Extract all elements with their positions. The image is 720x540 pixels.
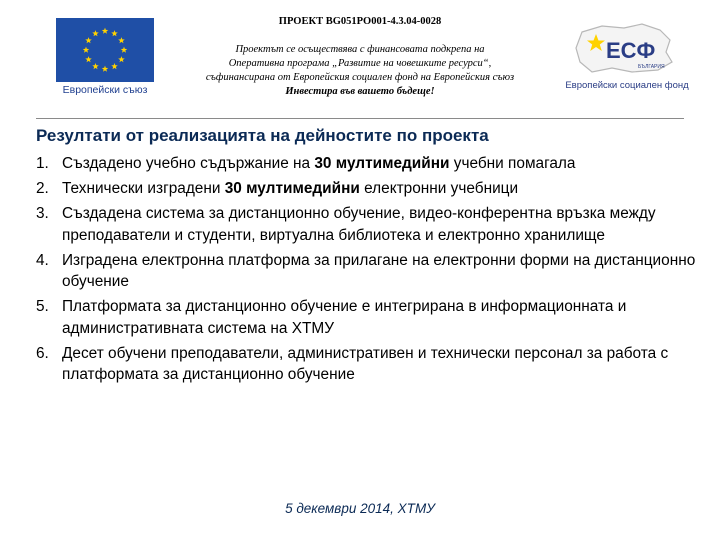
results-list — [36, 153, 712, 389]
item-number: 1. — [36, 155, 49, 172]
eu-logo-caption: Европейски съюз — [62, 84, 148, 96]
slide-header — [0, 0, 720, 120]
item-number: 4. — [36, 251, 49, 269]
list-item — [36, 296, 712, 339]
eu-star-icon — [83, 47, 89, 53]
item-number: 5. — [36, 298, 49, 315]
item-text: Създадено учебно съдържание на — [62, 155, 315, 172]
esf-logo-text: ЕСФ — [606, 38, 656, 63]
item-bold-text: 30 мултимедийни — [314, 155, 450, 172]
slogan: Инвестира във вашето бъдеще! — [285, 86, 435, 97]
esf-logo — [562, 18, 692, 102]
eu-star-icon — [85, 37, 91, 43]
funding-line: съфинансирана от Европейския социален фонд на Европейския съюз — [205, 72, 515, 83]
esf-logo-caption: Европейски социален фонд — [565, 80, 689, 91]
project-header-text — [170, 16, 550, 99]
eu-star-icon — [121, 47, 127, 53]
item-text: Създадена система за дистанционно обучение, видео-конферентна връзка между преподаватели и студенти, виртуална библиотека и електронно хранилище — [62, 205, 656, 244]
eu-star-icon — [92, 30, 98, 36]
list-item — [36, 178, 712, 200]
footer-date: 5 декември 2014, ХТМУ — [285, 501, 435, 516]
item-number: 2. — [36, 180, 49, 197]
list-item — [36, 203, 712, 246]
eu-star-icon — [118, 37, 124, 43]
eu-logo — [54, 18, 156, 102]
project-code: ПРОЕКТ BG051PO001-4.3.04-0028 — [278, 16, 442, 27]
esf-logo-subtext: БЪЛГАРИЯ — [638, 64, 665, 70]
item-bold-text: 30 мултимедийни — [224, 180, 360, 197]
funding-line: Оперативна програма „Развитие на човешките ресурси“, — [228, 58, 492, 69]
eu-star-icon — [85, 56, 91, 62]
list-item — [36, 343, 712, 386]
eu-star-icon — [111, 30, 117, 36]
eu-flag-icon — [56, 18, 154, 82]
eu-star-icon — [111, 63, 117, 69]
item-number: 3. — [36, 205, 49, 222]
item-text: Изградена електронна платформа за прилагане на електронни форми на дистанционно обучение — [62, 251, 696, 290]
item-text: електронни учебници — [359, 180, 519, 197]
item-text: учебни помагала — [449, 155, 576, 172]
item-text: Технически изградени — [62, 180, 225, 197]
list-item — [36, 250, 712, 293]
section-title: Резултати от реализацията на дейностите по проекта — [36, 126, 489, 145]
list-item — [36, 153, 712, 175]
eu-star-icon — [92, 63, 98, 69]
item-number: 6. — [36, 344, 49, 362]
eu-star-icon — [118, 56, 124, 62]
funding-line: Проектът се осъществява с финансовата подкрепа на — [235, 44, 485, 55]
header-divider — [36, 118, 684, 119]
eu-star-icon — [102, 66, 108, 72]
eu-star-icon — [102, 28, 108, 34]
item-text: Платформата за дистанционно обучение е интегрирана в информационната и административната система на ХТМУ — [62, 298, 627, 337]
esf-map-icon — [562, 18, 692, 80]
item-text: Десет обучени преподаватели, административен и технически персонал за работа с платформата за дистанционно обучение — [62, 344, 669, 383]
